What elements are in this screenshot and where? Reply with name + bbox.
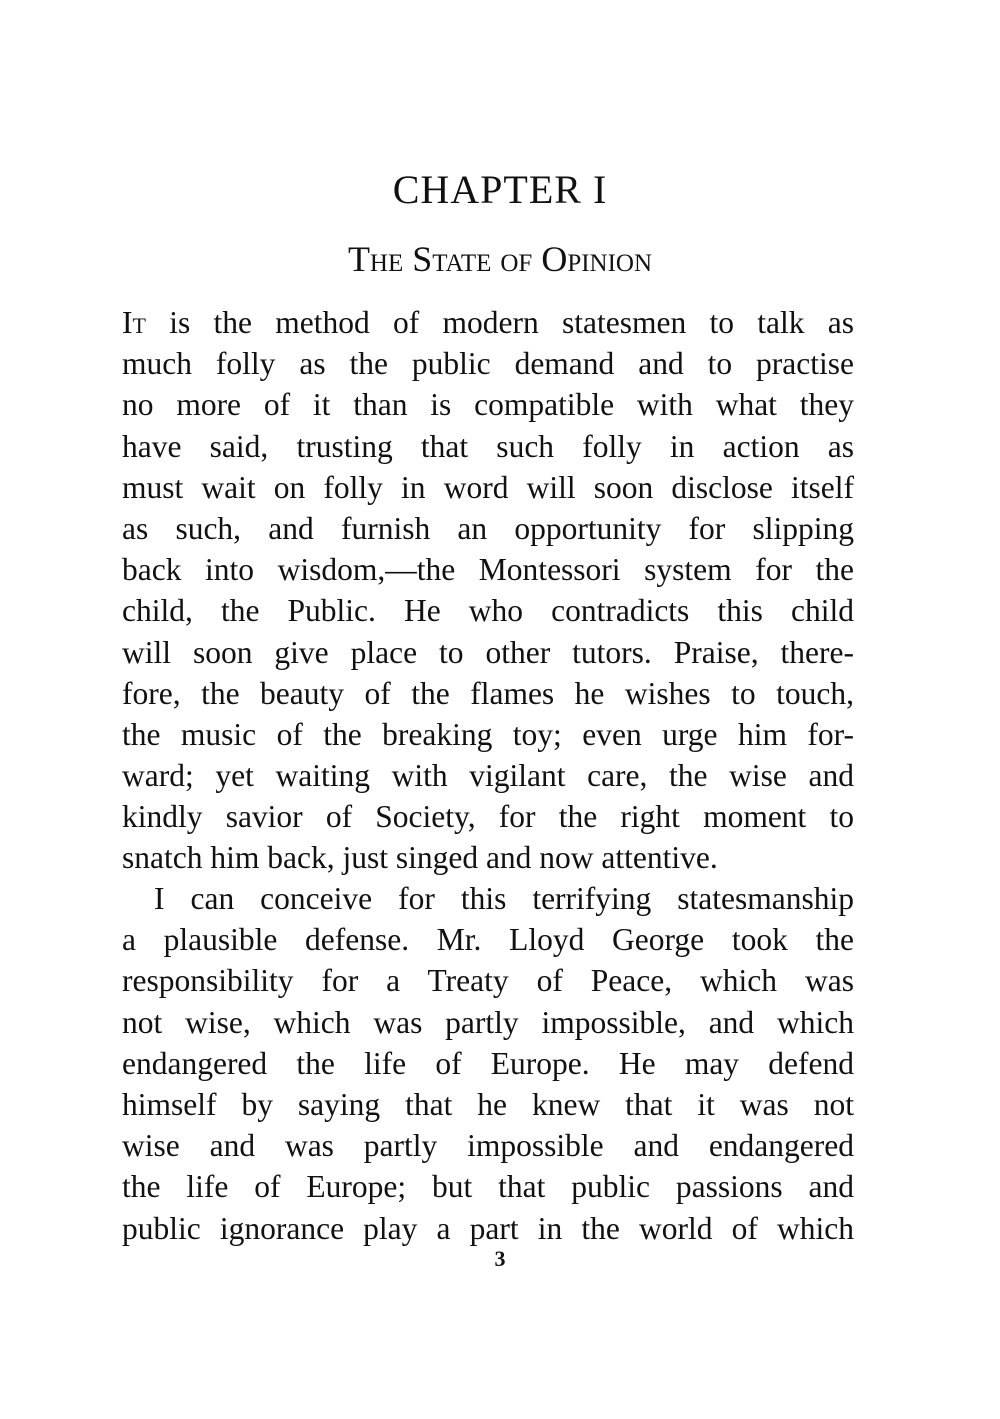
- paragraph-line: public ignorance play a part in the world of which: [122, 1210, 854, 1246]
- paragraph-line: fore, the beauty of the flames he wishes to touch,: [122, 675, 854, 711]
- paragraph-line-text: is the method of modern statesmen to talk as: [145, 305, 854, 340]
- paragraph-line: kindly savior of Society, for the right moment to: [122, 799, 854, 835]
- paragraph-line: the life of Europe; but that public passions and: [122, 1169, 854, 1205]
- paragraph-line: must wait on folly in word will soon disclose itself: [122, 469, 854, 505]
- paragraph-line: endangered the life of Europe. He may defend: [122, 1045, 854, 1081]
- paragraph-line: himself by saying that he knew that it was not: [122, 1086, 854, 1122]
- page-number: 3: [494, 1246, 506, 1271]
- paragraph-line: no more of it than is compatible with what they: [122, 387, 854, 423]
- paragraph-line: the music of the breaking toy; even urge him for-: [122, 716, 854, 752]
- paragraph-line: a plausible defense. Mr. Lloyd George took the: [122, 922, 854, 958]
- paragraph-line: as such, and furnish an opportunity for slipping: [122, 510, 854, 546]
- section-title: The State of Opinion: [347, 239, 653, 279]
- paragraph-line: [122, 302, 854, 343]
- paragraph-line: child, the Public. He who contradicts this child: [122, 593, 854, 629]
- paragraph-line: much folly as the public demand and to practise: [122, 346, 854, 382]
- paragraph-2: [122, 878, 854, 1249]
- paragraph-line: ward; yet waiting with vigilant care, the wise and: [122, 758, 854, 794]
- chapter-title: CHAPTER I: [392, 167, 608, 212]
- paragraph-line: have said, trusting that such folly in action as: [122, 428, 854, 464]
- paragraph-line: I can conceive for this terrifying statesmanship: [154, 881, 854, 916]
- drop-lead-word: It: [122, 305, 146, 340]
- paragraph-line: responsibility for a Treaty of Peace, which was: [122, 963, 854, 999]
- paragraph-line: back into wisdom,—the Montessori system for the: [122, 552, 854, 588]
- paragraph-line: snatch him back, just singed and now attentive.: [122, 840, 718, 876]
- paragraph-line: not wise, which was partly impossible, and which: [122, 1004, 854, 1040]
- paragraph-1: [122, 302, 854, 879]
- paragraph-line: wise and was partly impossible and endangered: [122, 1128, 854, 1164]
- paragraph-line: will soon give place to other tutors. Praise, there-: [122, 634, 854, 670]
